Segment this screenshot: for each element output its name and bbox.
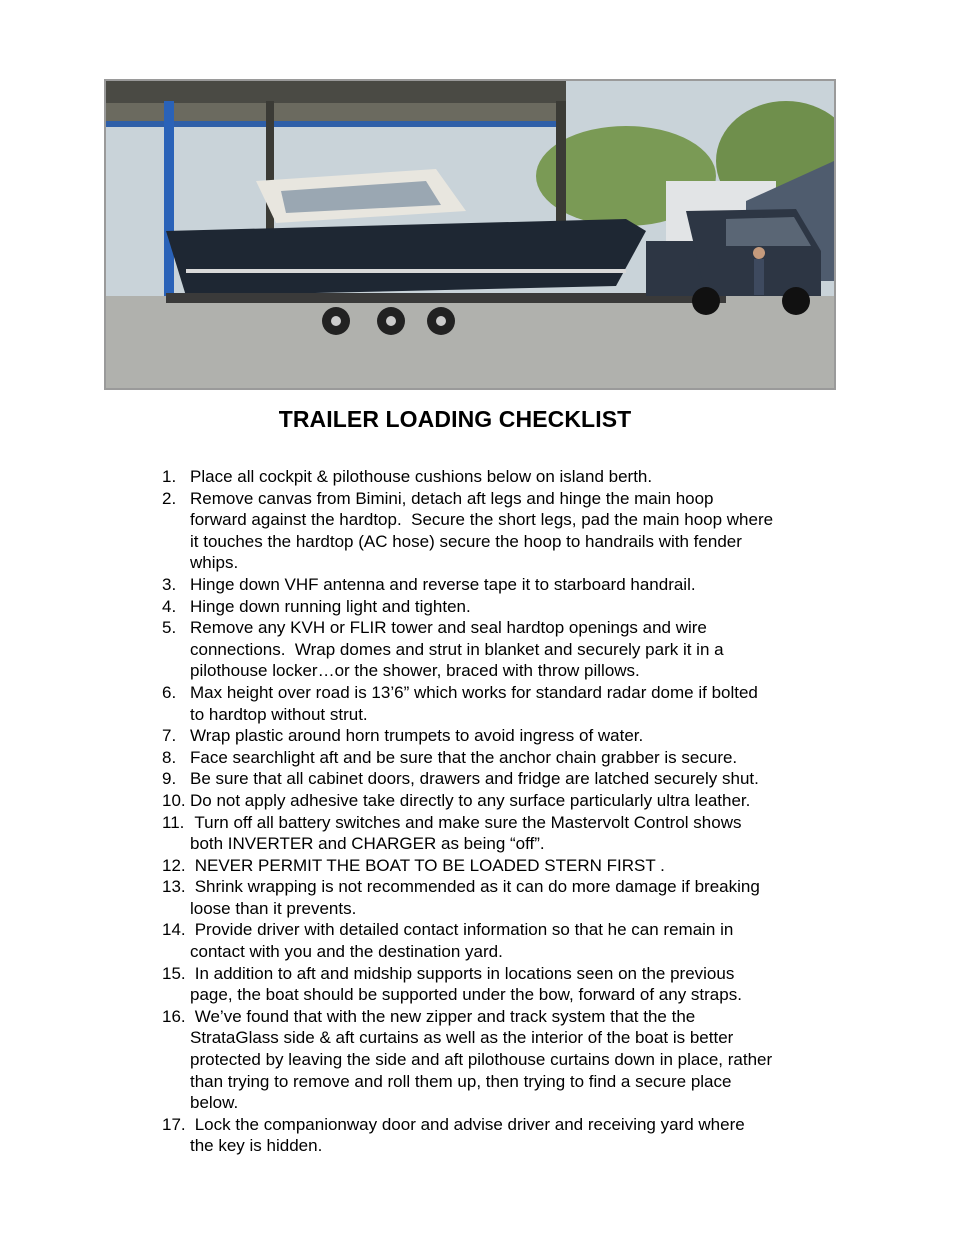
truck-wheel — [782, 287, 810, 315]
checklist-item-line: In addition to aft and midship supports in locations seen on the previous — [190, 963, 735, 983]
checklist-item-line: below. — [190, 1093, 239, 1113]
checklist-item-line: forward against the hardtop. Secure the short legs, pad the main hoop where — [190, 510, 774, 530]
checklist-item — [162, 963, 842, 1006]
boat-trailer-photo — [104, 79, 836, 390]
checklist-item-line: NEVER PERMIT THE BOAT TO BE LOADED STERN FIRST . — [190, 855, 665, 875]
checklist-item-line: Lock the companionway door and advise driver and receiving yard where — [190, 1114, 745, 1134]
checklist-item — [162, 682, 842, 725]
pavement — [106, 296, 834, 388]
checklist-item-number: 12. — [162, 855, 186, 875]
checklist-item-line: both INVERTER and CHARGER as being “off”. — [190, 834, 545, 854]
checklist-item — [162, 466, 842, 488]
checklist-item-line: connections. Wrap domes and strut in blanket and securely park it in a — [190, 639, 724, 659]
checklist-item-number: 3. — [162, 574, 177, 594]
checklist-item-number: 4. — [162, 596, 177, 616]
checklist-item-line: Face searchlight aft and be sure that the anchor chain grabber is secure. — [190, 747, 738, 767]
boat-hull — [166, 219, 646, 296]
checklist-item — [162, 1006, 842, 1114]
checklist-item-line: Shrink wrapping is not recommended as it can do more damage if breaking — [190, 877, 760, 897]
checklist-item-line: Hinge down running light and tighten. — [190, 596, 471, 616]
checklist-item-line: the key is hidden. — [190, 1136, 323, 1156]
checklist-item-number: 6. — [162, 682, 177, 702]
boat-stripe — [186, 269, 626, 273]
checklist-item — [162, 488, 842, 574]
checklist-item-line: whips. — [190, 553, 239, 573]
checklist-item — [162, 812, 842, 855]
checklist-item-line: We’ve found that with the new zipper and track system that the the — [190, 1006, 696, 1026]
checklist-item — [162, 876, 842, 919]
checklist-item — [162, 1114, 842, 1157]
checklist-item-line: Turn off all battery switches and make sure the Mastervolt Control shows — [190, 812, 742, 832]
checklist-item-line: Be sure that all cabinet doors, drawers and fridge are latched securely shut. — [190, 769, 759, 789]
checklist-item — [162, 768, 842, 790]
shed-rack — [106, 103, 566, 121]
checklist-item-line: Remove canvas from Bimini, detach aft legs and hinge the main hoop — [190, 488, 714, 508]
trailer-loading-checklist — [162, 466, 842, 1157]
person — [754, 259, 764, 295]
truck-wheel — [692, 287, 720, 315]
checklist-item-number: 15. — [162, 963, 186, 983]
checklist-item-line: Provide driver with detailed contact information so that he can remain in — [190, 920, 734, 940]
shed-roof — [106, 81, 566, 103]
shed-rack — [106, 121, 566, 127]
checklist-item-number: 13. — [162, 877, 186, 897]
shed-post — [164, 101, 174, 301]
page-title: TRAILER LOADING CHECKLIST — [278, 406, 632, 432]
checklist-item-line: than trying to remove and roll them up, then trying to find a secure place — [190, 1071, 732, 1091]
checklist-item-number: 17. — [162, 1114, 186, 1134]
checklist-item — [162, 725, 842, 747]
checklist-item — [162, 574, 842, 596]
checklist-item-line: it touches the hardtop (AC hose) secure the hoop to handrails with fender — [190, 531, 742, 551]
person — [753, 247, 765, 259]
checklist-item-number: 11. — [162, 812, 185, 832]
checklist-item — [162, 855, 842, 877]
checklist-item — [162, 919, 842, 962]
trailer-frame — [166, 293, 726, 303]
checklist-item-line: page, the boat should be supported under the bow, forward of any straps. — [190, 985, 742, 1005]
checklist-item-number: 9. — [162, 769, 177, 789]
checklist-item-line: Hinge down VHF antenna and reverse tape it to starboard handrail. — [190, 574, 696, 594]
boat-trailer-illustration — [106, 81, 834, 388]
checklist-item-line: Place all cockpit & pilothouse cushions below on island berth. — [190, 467, 653, 486]
checklist-item-number: 16. — [162, 1006, 186, 1026]
checklist-item-line: contact with you and the destination yard. — [190, 942, 503, 962]
checklist-item-number: 2. — [162, 488, 177, 508]
checklist-item-line: loose than it prevents. — [190, 898, 357, 918]
checklist-item-number: 10. — [162, 790, 186, 810]
checklist-item-line: Wrap plastic around horn trumpets to avoid ingress of water. — [190, 726, 644, 746]
checklist-item-line: protected by leaving the side and aft pilothouse curtains down in place, rather — [190, 1050, 773, 1070]
checklist-item-number: 7. — [162, 726, 177, 746]
checklist-item-line: to hardtop without strut. — [190, 704, 368, 724]
checklist-item-line: pilothouse locker…or the shower, braced with throw pillows. — [190, 661, 640, 681]
checklist-item — [162, 617, 842, 682]
checklist-item-number: 14. — [162, 920, 186, 940]
checklist-item-line: StrataGlass side & aft curtains as well as the interior of the boat is better — [190, 1028, 734, 1048]
checklist-item-line: Max height over road is 13’6” which works for standard radar dome if bolted — [190, 682, 758, 702]
checklist-item-line: Do not apply adhesive take directly to any surface particularly ultra leather. — [190, 790, 751, 810]
checklist-item — [162, 747, 842, 769]
checklist-item-number: 1. — [162, 467, 177, 486]
checklist-item-line: Remove any KVH or FLIR tower and seal hardtop openings and wire — [190, 618, 707, 638]
checklist-item-number: 8. — [162, 747, 177, 767]
checklist-item-number: 5. — [162, 618, 177, 638]
checklist-item — [162, 596, 842, 618]
checklist-item — [162, 790, 842, 812]
